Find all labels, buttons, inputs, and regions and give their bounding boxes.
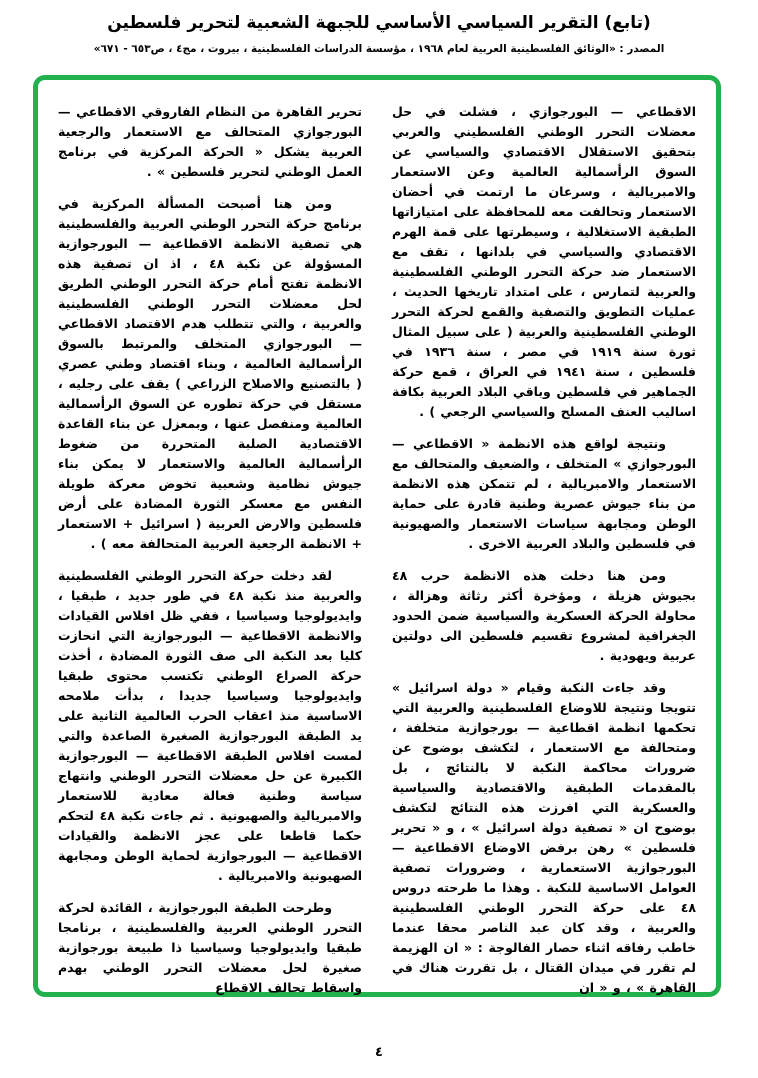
paragraph: الاقطاعي — البورجوازي ، فشلت في حل معضلات التحرر الوطني الفلسطيني والعربي بتحقيق الاستقلال الاقتصادي والسياسي عن السوق الرأسمالية العالمية وعن الاستعمار والامبريالية ، وسرعان ما ارتمت في أحضان الاستعمار وتحالفت معه للمحافظة على امتيازاتها الطبقية الاستغلالية ، وسيطرتها على قمة الهرم الاقتصادي والسياسي في بلدانها ، تقف مع الاستعمار ضد حركة التحرر الوطني الفلسطينية والعربية لتمارس ، على امتداد تاريخها الحديث ، عمليات التطويق والتصفية والقمع لحركة التحرر الوطني الفلسطينية والعربية ( على سبيل المثال ثورة سنة ١٩١٩ في مصر ، سنة ١٩٣٦ في فلسطين ، سنة ١٩٤١ في العراق ، قمع حركة الجماهير في فلسطين وباقي البلاد العربية بكافة اساليب العنف المسلح والسياسي الرجعي ) . xyxy=(392,104,696,419)
paragraph: لقد دخلت حركة التحرر الوطني الفلسطينية والعربية منذ نكبة ٤٨ في طور جديد ، طبقيا ، وايديولوجيا وسياسيا ، ففي ظل افلاس القيادات والانظمة الاقطاعية — البورجوازية التي انحازت كليا بعد النكبة الى صف الثورة المضادة ، أخذت حركة الصراع الوطني تكتسب محتوى طبقيا وايديولوجيا وسياسيا جديدا ، بدأت ملامحه الاساسية منذ اعقاب الحرب العالمية الثانية على يد الطبقة البورجوازية الصغيرة الصاعدة والتي لمست افلاس الطبقة الاقطاعية — البورجوازية الكبيرة عن حل معضلات التحرر الوطني وانتهاج سياسة وطنية فعالة معادية للاستعمار والامبريالية والصهيونية . ثم جاءت نكبة ٤٨ لتحكم حكما قاطعا على عجز الانظمة والقيادات الاقطاعية — البورجوازية لحماية الوطن ومجابهة الصهيونية والامبريالية . xyxy=(58,568,362,883)
paragraph: ونتيجة لواقع هذه الانظمة « الاقطاعي — البورجوازي » المتخلف ، والضعيف والمتحالف مع الاستعمار والامبريالية ، لم تتمكن هذه الانظمة من بناء جيوش عصرية وطنية قادرة على حماية الوطن ومجابهة سياسات الاستعمار والصهيونية في فلسطين والبلاد العربية الاخرى . xyxy=(392,436,696,551)
paragraph: تحرير القاهرة من النظام الفاروقي الاقطاعي — البورجوازي المتحالف مع الاستعمار والرجعية العربية يشكل « الحركة المركزية في برنامج العمل الوطني لتحرير فلسطين » . xyxy=(58,104,362,179)
paragraph: ومن هنا أصبحت المسألة المركزية في برنامج حركة التحرر الوطني العربية والفلسطينية هي تصفية الانظمة الاقطاعية — البورجوازية المسؤولة عن نكبة ٤٨ ، اذ ان تصفية هذه الانظمة تفتح أمام حركة التحرر الوطني الطريق لحل معضلات التحرر الوطني الفلسطينية والعربية ، والتي تتطلب هدم الاقتصاد الاقطاعي — البورجوازي المتخلف والمرتبط بالسوق الرأسمالية العالمية ، وبناء اقتصاد وطني عصري ( بالتصنيع والاصلاح الزراعي ) يقف على رجليه ، مستقل في حركة تطوره عن السوق الرأسمالية العالمية ومنفصل عنها ، وبمعزل عن بناء القاعدة الاقتصادية الصلبة المتحررة من ضغوط الرأسمالية العالمية والاستعمار لا يمكن بناء جيوش نظامية وشعبية تخوض معركة طويلة النفس مع معسكر الثورة المضادة على أرض فلسطين والارض العربية ( اسرائيل + الاستعمار + الانظمة الرجعية العربية المتحالفة معه ) . xyxy=(58,196,362,551)
text-column-left xyxy=(58,102,362,995)
paragraph: وقد جاءت النكبة وقيام « دولة اسرائيل » تتويجا ونتيجة للاوضاع الفلسطينية والعربية التي تحكمها انظمة اقطاعية — بورجوازية متخلفة ، ومتحالفة مع الاستعمار ، لتكشف بوضوح عن ضرورات محاكمة النكبة لا بالنتائج ، بل بالمقدمات الطبقية والاقتصادية والسياسية والعسكرية التي افرزت هذه النتائج لتكشف بوضوح ان « تصفية دولة اسرائيل » ، و « تحرير فلسطين » رهن برفض الاوضاع الاقطاعية — البورجوازية الاستعمارية ، وضرورات تصفية العوامل الاساسية للنكبة . وهذا ما طرحته دروس ٤٨ على حركة التحرر الوطني الفلسطينية والعربية ، وقد كان عبد الناصر محقا عندما خاطب رفاقه اثناء حصار الفالوجة : « ان الهزيمة لم تقرر في ميدان القتال ، بل تقررت هناك في القاهرة » ، و « ان xyxy=(392,680,696,995)
page-title: (تابع) التقرير السياسي الأساسي للجبهة الشعبية لتحرير فلسطين xyxy=(107,13,651,33)
text-column-right xyxy=(392,102,696,995)
green-border-frame xyxy=(33,75,721,997)
page-number: ٤ xyxy=(375,1045,383,1060)
document-header xyxy=(0,10,758,57)
paragraph: ومن هنا دخلت هذه الانظمة حرب ٤٨ بجيوش هزيلة ، ومؤخرة أكثر رثاثة وهزالة ، محاولة الحركة العسكرية والسياسية ضمن الحدود الجغرافية لمشروع تقسيم فلسطين الى دولتين عربية ويهودية . xyxy=(392,568,696,663)
paragraph: وطرحت الطبقة البورجوازية ، القائدة لحركة التحرر الوطني العربية والفلسطينية ، برنامجا طبقيا وايديولوجيا وسياسيا ذا طبيعة بورجوازية صغيرة لحل معضلات التحرر الوطني بهدم واسقاط تحالف الاقطاع xyxy=(58,900,362,995)
source-line: المصدر : «الوثائق الفلسطينية العربية لعام ١٩٦٨ ، مؤسسة الدراسات الفلسطينية ، بيروت ، مج٤ ، ص٦٥٣ - ٦٧١» xyxy=(93,43,665,55)
